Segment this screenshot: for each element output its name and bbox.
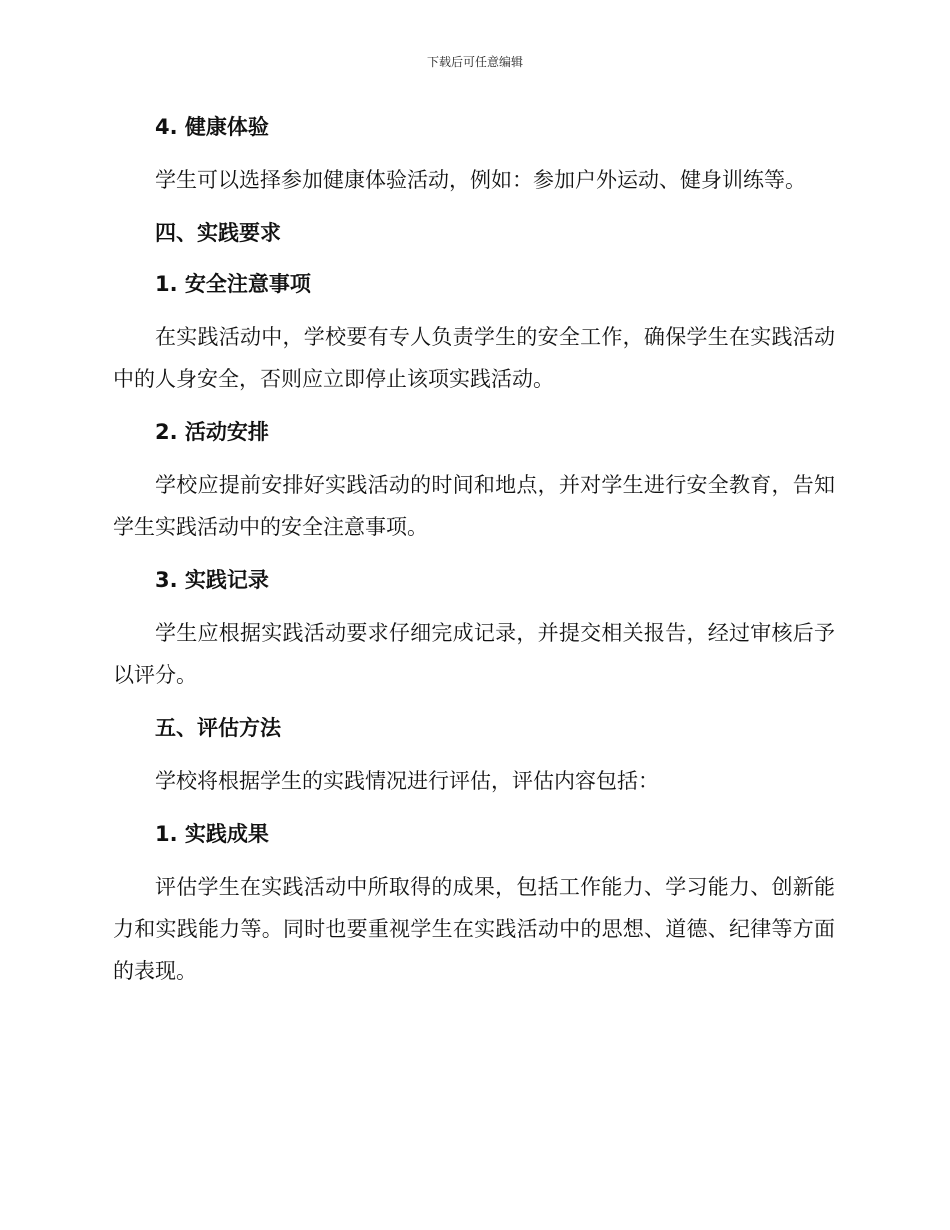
section-heading-evaluation-method: 五、评估方法 xyxy=(155,716,281,740)
paragraph-practice-record: 学生应根据实践活动要求仔细完成记录，并提交相关报告，经过审核后予以评分。 xyxy=(113,621,835,687)
section-heading-activity-arrangement: 2. 活动安排 xyxy=(155,420,269,444)
section-heading-safety-notes: 1. 安全注意事项 xyxy=(155,272,311,296)
section-heading-practice-results: 1. 实践成果 xyxy=(155,822,269,846)
section-heading-practice-record: 3. 实践记录 xyxy=(155,568,269,592)
section-heading-practice-requirements: 四、实践要求 xyxy=(155,221,281,245)
paragraph-evaluation-method: 学校将根据学生的实践情况进行评估，评估内容包括： xyxy=(155,769,659,793)
paragraph-safety-notes: 在实践活动中，学校要有专人负责学生的安全工作，确保学生在实践活动中的人身安全，否则应立即停止该项实践活动。 xyxy=(113,325,835,391)
paragraph-activity-arrangement: 学校应提前安排好实践活动的时间和地点，并对学生进行安全教育，告知学生实践活动中的安全注意事项。 xyxy=(113,473,835,539)
document-body xyxy=(113,108,835,992)
page-header: 下载后可任意编辑 xyxy=(426,55,523,69)
section-heading-health-experience: 4. 健康体验 xyxy=(155,115,269,139)
paragraph-practice-results: 评估学生在实践活动中所取得的成果，包括工作能力、学习能力、创新能力和实践能力等。同时也要重视学生在实践活动中的思想、道德、纪律等方面的表现。 xyxy=(113,875,835,983)
paragraph-health-experience: 学生可以选择参加健康体验活动，例如：参加户外运动、健身训练等。 xyxy=(155,168,806,192)
